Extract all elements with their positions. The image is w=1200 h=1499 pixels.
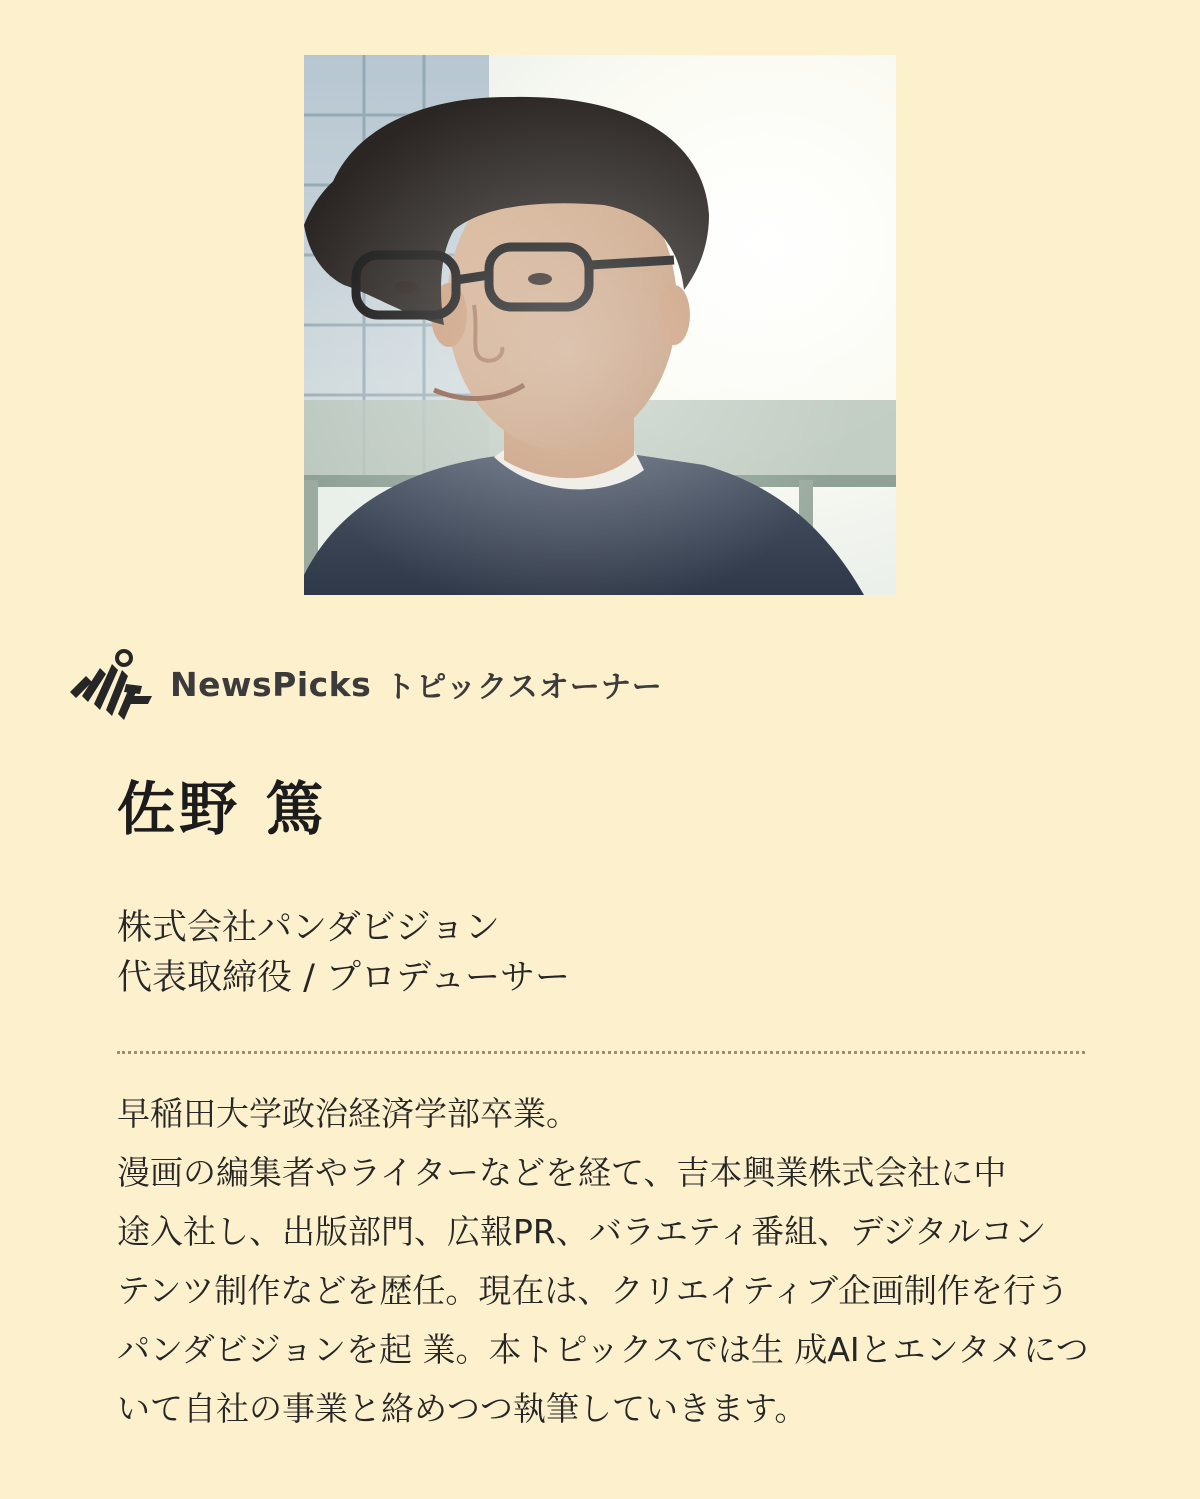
person-name: 佐野 篤: [117, 775, 328, 843]
bio-line: 早稲田大学政治経済学部卒業。: [117, 1094, 579, 1133]
bio-line: いて自社の事業と絡めつつ執筆していきます。: [117, 1389, 808, 1428]
affiliation: [117, 903, 570, 1003]
bio-line: テンツ制作などを歴任。現在は、クリエイティブ企画制作を行う: [117, 1271, 1070, 1310]
biography: [117, 1084, 1089, 1438]
bio-line: パンダビジョンを起 業。本トピックスでは生 成AIとエンタメにつ: [117, 1330, 1089, 1369]
company-name: 株式会社パンダビジョン: [117, 908, 500, 948]
portrait-photo: [304, 55, 896, 595]
bio-line: 途入社し、出版部門、広報PR、バラエティ番組、デジタルコン: [117, 1212, 1047, 1251]
newspicks-logo-icon: [68, 646, 154, 722]
brand-row: [68, 646, 663, 722]
dotted-divider: [117, 1051, 1085, 1054]
bio-line: 漫画の編集者やライターなどを経て、吉本興業株式会社に中: [117, 1153, 1007, 1192]
brand-name: NewsPicks: [170, 664, 372, 704]
job-title: 代表取締役 / プロデューサー: [117, 958, 570, 998]
brand-role: トピックスオーナー: [385, 670, 663, 705]
